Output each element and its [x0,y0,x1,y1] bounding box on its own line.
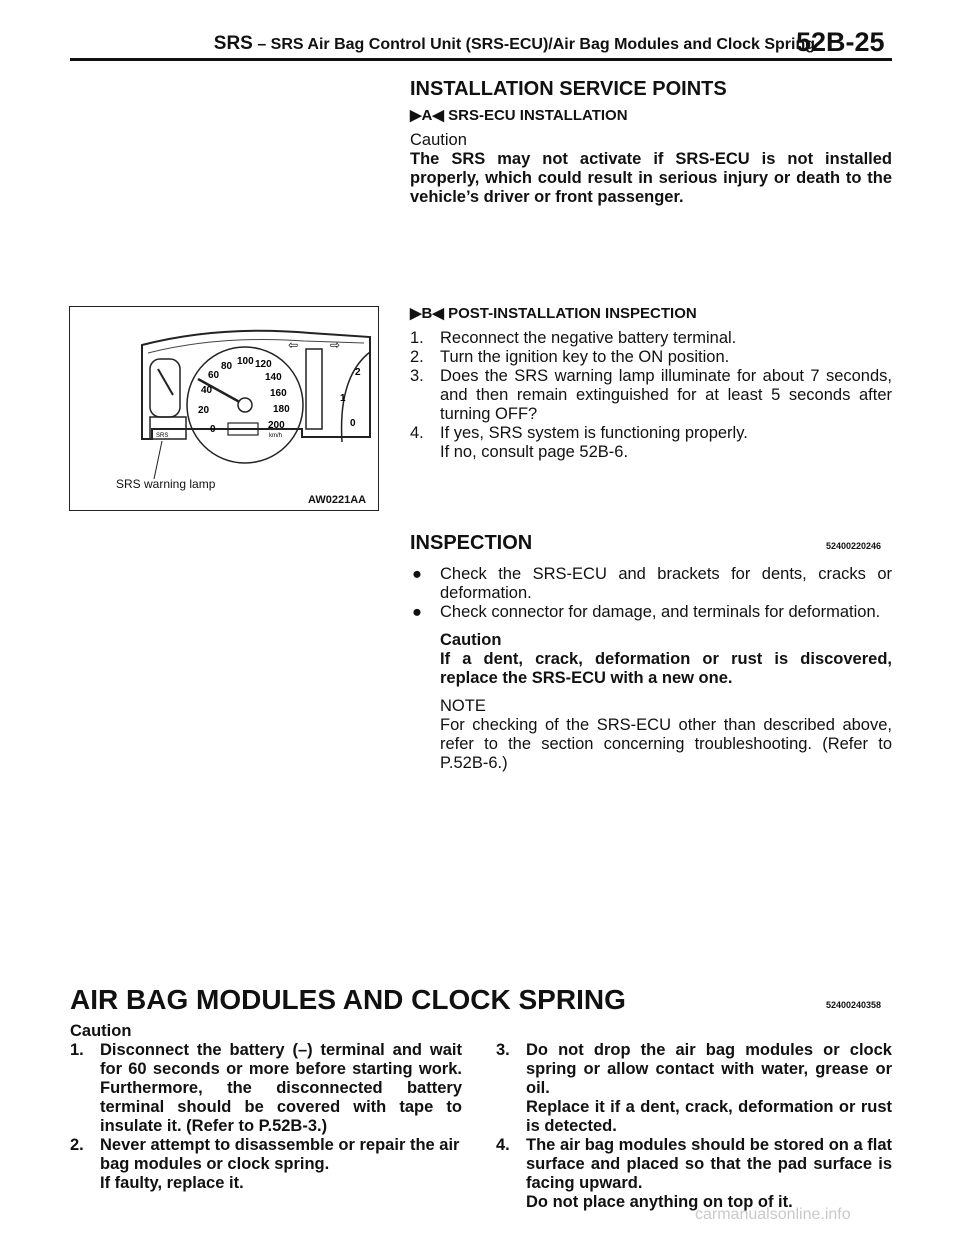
speed-tick-label: 160 [270,388,287,399]
speed-tick-label: 120 [255,359,272,370]
turn-right-arrow-icon: ⇨ [330,338,341,352]
list-item: 4. If yes, SRS system is functioning properly. If no, consult page 52B-6. [410,424,748,461]
speed-tick-label: 20 [198,405,210,416]
left-gauge [150,359,180,417]
step-a-marker: A [421,107,433,124]
list-item: 1. Disconnect the battery (–) terminal and wait for 60 seconds or more before starting work. Furthermore, the disconnected battery terminal should be covered with tape to insulate it. (Refer to P.52B-3.) [70,1041,462,1135]
tachometer-arc [342,352,370,442]
header-title [70,33,815,55]
inspection-caution [410,631,892,773]
watermark: carmanualsonline.info [695,1206,851,1223]
speed-tick-label: 100 [237,356,254,367]
figure-code: AW0221AA [308,494,367,506]
step-b-heading [410,304,697,322]
speed-tick-label: 140 [265,372,282,383]
step-b-list [410,329,892,462]
list-item: ● Check the SRS-ECU and brackets for dents, cracks or deformation. [412,565,892,602]
list-item: 2. Turn the ignition key to the ON position. [410,348,730,366]
speed-tick-label: 0 [210,424,216,435]
speed-tick-label: 40 [201,385,213,396]
header-section: SRS [213,33,253,54]
caution-text: The SRS may not activate if SRS-ECU is not installed properly, which could result in serious injury or death to the vehicle’s driver or front passenger. [410,150,892,206]
speed-tick-label: 180 [273,404,290,415]
airbag-heading: AIR BAG MODULES AND CLOCK SPRING [70,984,626,1015]
header-dash: – [257,36,267,53]
inspection-ref-code: 52400220246 [826,541,882,551]
list-item: 3. Does the SRS warning lamp illuminate for about 7 seconds, and then remain extinguished for at least 5 seconds after turning OFF? [410,367,892,423]
inspection-body [410,565,892,773]
bar-gauge [306,349,322,429]
airbag-ref-code: 52400240358 [826,1000,882,1010]
speedometer-hub [238,398,252,412]
step-a-title: SRS-ECU INSTALLATION [448,107,628,124]
inspection-heading: INSPECTION [410,532,533,554]
srs-lamp-text: SRS [156,433,169,439]
tach-tick-label: 1 [340,393,346,404]
caution-text: If a dent, crack, deformation or rust is discovered, replace the SRS-ECU with a new one. [440,650,892,687]
speed-tick-label: 80 [221,361,233,372]
step-a-heading [410,106,628,124]
list-item: ● Check connector for damage, and terminals for deformation. [412,603,881,621]
turn-left-arrow-icon: ⇦ [288,338,299,352]
bullet-icon: ● [412,603,422,621]
instrument-cluster-figure [69,306,379,511]
triangle-right-icon: ▶ [410,107,422,124]
airbag-right-column [496,1041,892,1212]
tach-tick-label: 0 [350,418,356,429]
left-gauge-needle [158,369,173,395]
step-b-marker: B [421,305,433,322]
figure-label: SRS warning lamp [116,477,216,491]
header-title-text: SRS Air Bag Control Unit (SRS-ECU)/Air Bag Modules and Clock Spring [270,36,815,53]
triangle-left-icon: ◀ [432,305,444,322]
step-a-caution [410,131,892,207]
speed-tick-label: 200 [268,420,285,431]
caution-label: Caution [440,631,502,649]
leader-line [154,441,162,479]
step-b-title: POST-INSTALLATION INSPECTION [448,305,697,322]
list-item: 1. Reconnect the negative battery terminal. [410,329,737,347]
installation-heading: INSTALLATION SERVICE POINTS [410,78,727,100]
speed-unit-label: km/h [269,433,283,439]
note-label: NOTE [440,697,486,715]
bullet-icon: ● [412,565,422,583]
triangle-left-icon: ◀ [432,107,444,124]
caution-label: Caution [70,1022,132,1040]
tach-tick-label: 2 [355,367,361,378]
note-text: For checking of the SRS-ECU other than described above, refer to the section concerning troubleshooting. (Refer to P.52B-6.) [440,716,892,772]
page-number: 52B-25 [796,27,885,57]
airbag-left-column [70,1022,462,1193]
list-item: 2. Never attempt to disassemble or repair the air bag modules or clock spring. If faulty, replace it. [70,1136,460,1192]
list-item: 4. The air bag modules should be stored on a flat surface and placed so that the pad surface is facing upward. Do not place anything on top of it. [496,1136,892,1211]
triangle-right-icon: ▶ [410,305,422,322]
list-item: 3. Do not drop the air bag modules or clock spring or allow contact with water, grease or oil. Replace it if a dent, crack, deformation or rust is detected. [496,1041,892,1135]
caution-label: Caution [410,131,467,149]
header-rule [70,58,892,61]
speed-tick-label: 60 [208,370,220,381]
